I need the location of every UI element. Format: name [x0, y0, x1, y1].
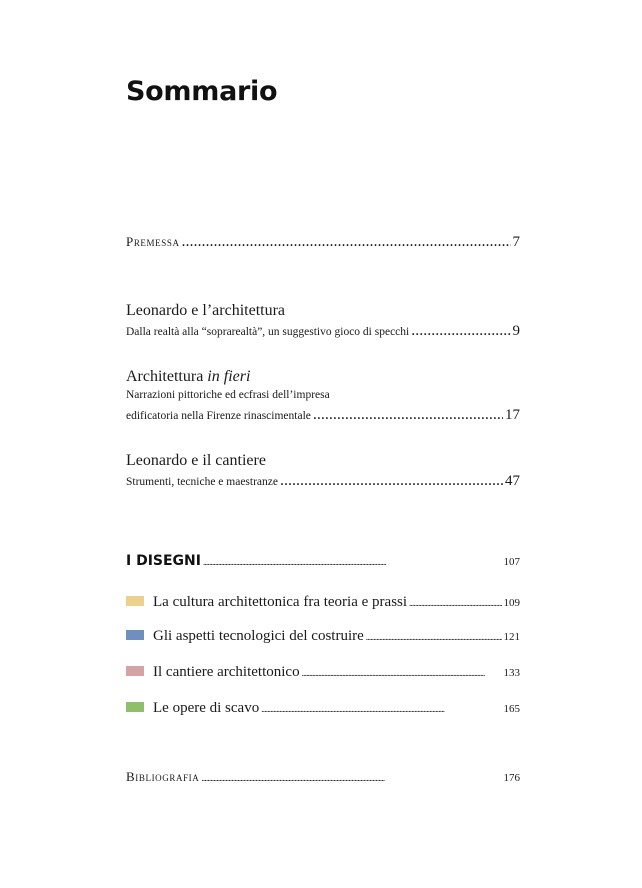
chapter-subtitle: Dalla realtà alla “soprarealtà”, un suggestivo gioco di specchi [126, 326, 410, 338]
chapter-title-prefix: Architettura [126, 368, 208, 385]
toc-page-number: 9 [512, 323, 520, 339]
chapter-subtitle-line: edificatoria nella Firenze rinascimentale [126, 410, 311, 422]
dot-leader [261, 699, 501, 717]
toc-page-number: 121 [503, 631, 520, 643]
page-title: Sommario [126, 76, 278, 107]
toc-entry-premessa[interactable] [126, 233, 520, 251]
chapter-title: Leonardo e il cantiere [126, 452, 266, 469]
toc-page-number: 7 [512, 234, 520, 250]
toc-page-number: 107 [503, 556, 520, 568]
toc-entry-category-1[interactable] [126, 593, 520, 611]
toc-page-number: 165 [503, 703, 520, 715]
category-label: Le opere di scavo [153, 700, 260, 716]
category-label: La cultura architettonica fra teoria e prassi [153, 594, 408, 610]
toc-entry-category-2[interactable] [126, 627, 520, 645]
chapter-title [126, 368, 250, 386]
dot-leader [366, 627, 502, 645]
dot-leader [203, 552, 502, 570]
chapter-subtitle-line: Narrazioni pittoriche ed ecfrasi dell’impresa [126, 389, 330, 401]
toc-page-number: 109 [503, 597, 520, 609]
toc-entry-disegni[interactable] [126, 552, 520, 570]
chapter-subtitle: Strumenti, tecniche e maestranze [126, 476, 278, 488]
toc-entry-chapter-3[interactable] [126, 472, 520, 490]
toc-entry-chapter-2[interactable] [126, 406, 520, 424]
dot-leader [302, 663, 502, 681]
dot-leader [201, 768, 501, 786]
toc-page-number: 133 [503, 667, 520, 679]
color-swatch [126, 596, 144, 606]
color-swatch [126, 630, 144, 640]
toc-entry-bibliografia[interactable] [126, 768, 520, 786]
toc-entry-chapter-1[interactable] [126, 322, 520, 340]
toc-entry-category-4[interactable] [126, 699, 520, 717]
color-swatch [126, 702, 144, 712]
toc-entry-label: Bibliografia [126, 769, 200, 784]
toc-page-number: 176 [503, 772, 520, 784]
toc-entry-label: Premessa [126, 234, 180, 249]
toc-page-number: 47 [505, 473, 520, 489]
category-label: Gli aspetti tecnologici del costruire [153, 628, 364, 644]
toc-page-number: 17 [505, 407, 520, 423]
dot-leader [409, 593, 501, 611]
category-label: Il cantiere architettonico [153, 664, 300, 680]
section-heading: I DISEGNI [126, 553, 201, 569]
dot-leader [182, 233, 511, 251]
chapter-title: Leonardo e l’architettura [126, 302, 286, 319]
dot-leader [313, 406, 503, 424]
dot-leader [411, 322, 510, 340]
dot-leader [280, 472, 503, 490]
color-swatch [126, 666, 144, 676]
toc-entry-category-3[interactable] [126, 663, 520, 681]
chapter-title-italic: in fieri [207, 368, 251, 385]
